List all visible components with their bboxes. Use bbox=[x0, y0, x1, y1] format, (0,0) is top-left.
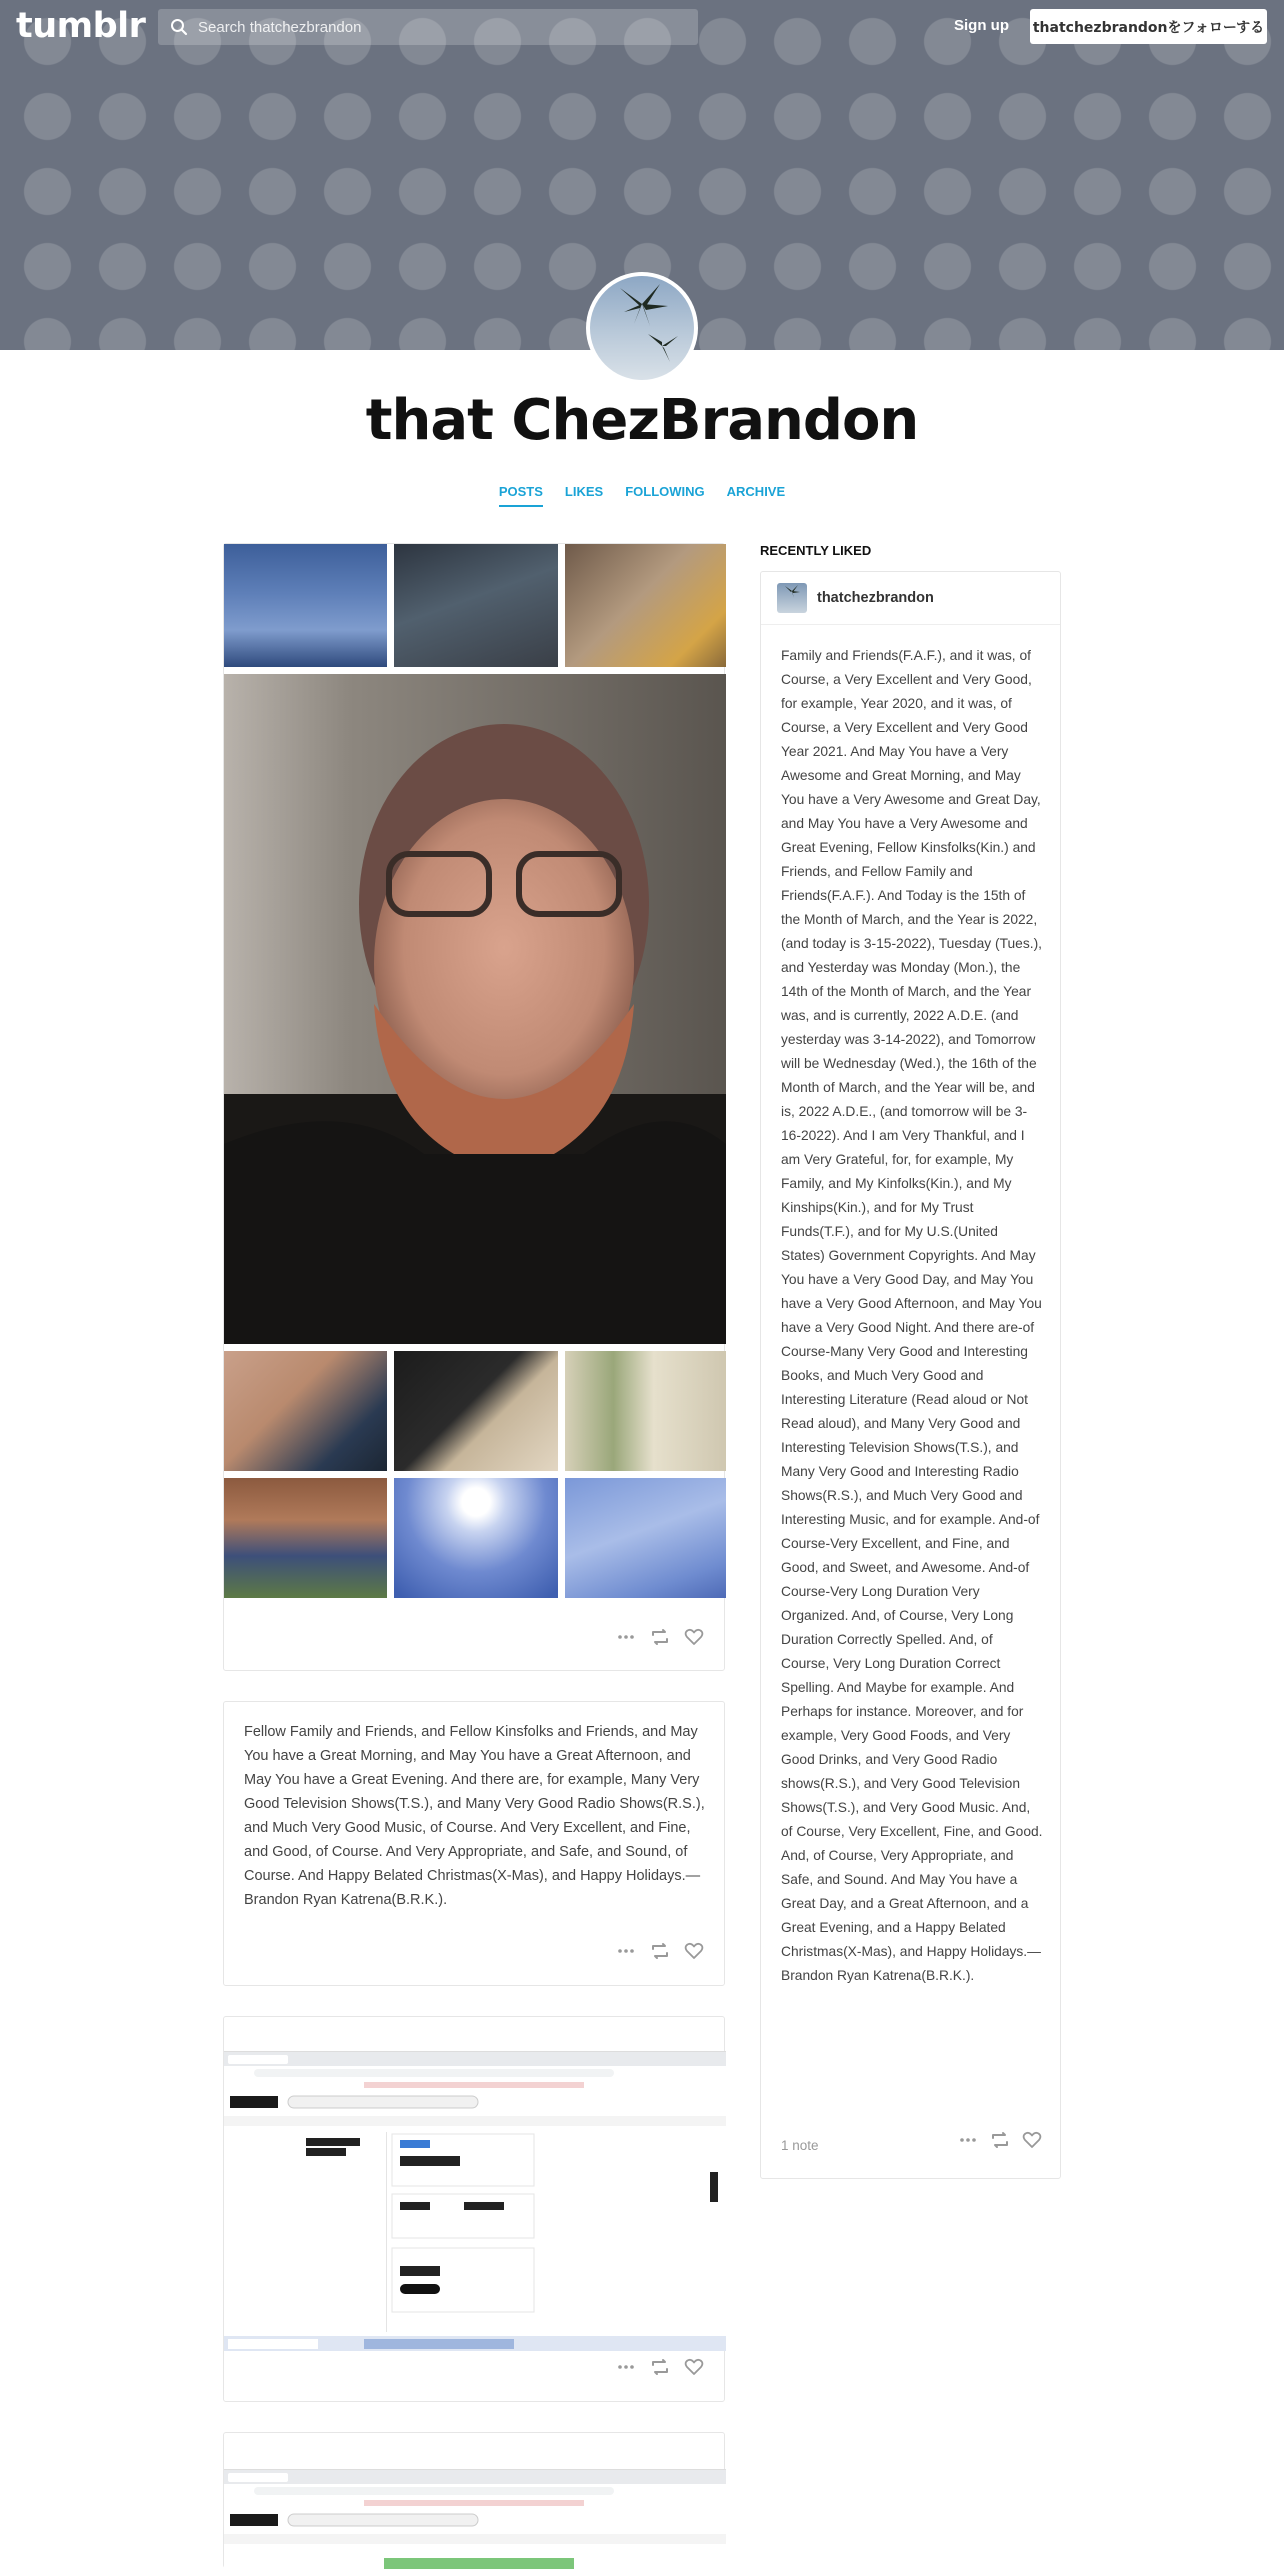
tab-following[interactable]: FOLLOWING bbox=[625, 484, 705, 499]
reblog-icon[interactable] bbox=[650, 1941, 670, 1961]
author-avatar[interactable] bbox=[777, 583, 807, 613]
author-username[interactable]: thatchezbrandon bbox=[817, 590, 934, 606]
liked-post-card bbox=[760, 571, 1061, 2179]
photo-restaurant[interactable] bbox=[394, 544, 558, 667]
like-heart-icon[interactable] bbox=[684, 1627, 704, 1647]
like-heart-icon[interactable] bbox=[684, 2357, 704, 2377]
photo-shoes[interactable] bbox=[394, 1351, 558, 1471]
photo-screenshot-kohls[interactable] bbox=[224, 2051, 726, 2351]
search-input[interactable] bbox=[198, 9, 688, 45]
post-actions bbox=[616, 1627, 704, 1647]
reblog-icon[interactable] bbox=[650, 2357, 670, 2377]
photo-framed-picture[interactable] bbox=[565, 1351, 726, 1471]
photoset-post bbox=[223, 543, 725, 1671]
notes-count[interactable]: 1 note bbox=[781, 2138, 819, 2153]
tab-likes[interactable]: LIKES bbox=[564, 484, 604, 499]
liked-post-author[interactable] bbox=[777, 583, 934, 613]
screenshot-post bbox=[223, 2432, 725, 2568]
photo-family-group[interactable] bbox=[224, 1478, 387, 1598]
blog-title: that ChezBrandon bbox=[365, 388, 919, 453]
top-bar bbox=[0, 0, 1284, 54]
photo-selfie-drink[interactable] bbox=[565, 544, 726, 667]
photo-contrails[interactable] bbox=[565, 1478, 726, 1598]
follow-button[interactable]: thatchezbrandonをフォローする bbox=[1030, 9, 1267, 44]
tumblr-logo[interactable]: tumblr bbox=[16, 6, 146, 46]
selfie-illustration bbox=[224, 674, 726, 1344]
reblog-icon[interactable] bbox=[650, 1627, 670, 1647]
text-post bbox=[223, 1701, 725, 1986]
palm-tree-icon bbox=[777, 583, 807, 613]
screenshot-illustration bbox=[224, 2052, 726, 2351]
divider bbox=[761, 624, 1060, 625]
reblog-icon[interactable] bbox=[990, 2130, 1010, 2150]
signup-link[interactable]: Sign up bbox=[954, 17, 1009, 34]
photo-sun-sky[interactable] bbox=[394, 1478, 558, 1598]
photo-waving-hand[interactable] bbox=[224, 1351, 387, 1471]
screenshot-post bbox=[223, 2016, 725, 2402]
search-icon bbox=[170, 18, 188, 36]
tab-archive[interactable]: ARCHIVE bbox=[726, 484, 786, 499]
like-heart-icon[interactable] bbox=[1022, 2130, 1042, 2150]
screenshot-illustration bbox=[224, 2470, 726, 2569]
post-actions bbox=[616, 2357, 704, 2377]
photo-screenshot-kohls-2[interactable] bbox=[224, 2469, 726, 2569]
post-actions bbox=[616, 1941, 704, 1961]
blog-avatar[interactable] bbox=[586, 272, 698, 384]
blog-nav bbox=[0, 484, 1284, 507]
photo-clouds[interactable] bbox=[224, 544, 387, 667]
post-actions bbox=[958, 2130, 1042, 2150]
avatar-image bbox=[590, 276, 694, 380]
recently-liked-heading: RECENTLY LIKED bbox=[760, 543, 872, 558]
text-post-body: Fellow Family and Friends, and Fellow Kinsfolks and Friends, and May You have a Great Morning, and May You have a Great Afternoon, and May You have a Great Evening. And there are, for example, Many Very Good Television Shows(T.S.), and Many Very Good Radio Shows(R.S.), and Much Very Good Music, of Course. And Very Excellent, and Fine, and Good, of Course. And Very Appropriate, and Safe, and Sound, of Course. And Happy Belated Christmas(X-Mas), and Happy Holidays.—Brandon Ryan Katrena(B.R.K.). bbox=[244, 1724, 705, 1908]
liked-post-body: Family and Friends(F.A.F.), and it was, of Course, a Very Excellent and Very Good, for example, Year 2020, and it was, of Course, a Very Excellent and Very Good Year 2021. And May You have a Very Awesome and Great Morning, and May You have a Very Awesome and Great Day, and May You have a Very Awesome and Great Evening, Fellow Kinsfolks(Kin.) and Friends, and Fellow Family and Friends(F.A.F.). And Today is the 15th of the Month of March, and the Year is 2022, (and today is 3-15-2022), Tuesday (Tues.), and Yesterday was Monday (Mon.), the 14th of the Month of March, and the Year was, and is currently, 2022 A.D.E. (and yesterday was 3-14-2022), and Tomorrow will be Wednesday (Wed.), the 16th of the Month of March, and the Year will be, and is, 2022 A.D.E., (and tomorrow will be 3-16-2022). And I am Very Thankful, and I am Very Grateful, for, for example, My Family, and My Kinfolks(Kin.), and My Kinships(Kin.), and for My Trust Funds(T.F.), and for My U.S.(United States) Government Copyrights. And May You have a Very Good Day, and May You have a Very Good Afternoon, and May You have a Very Good Night. And there are-of Course-Many Very Good and Interesting Books, and Much Very Good and Interesting Literature (Read aloud or Not Read aloud), and Many Very Good and Interesting Television Shows(T.S.), and Many Very Good and Interesting Radio Shows(R.S.), and Much Very Good and Interesting Music, and for example. And-of Course-Very Excellent, and Fine, and Good, and Sweet, and Awesome. And-of Course-Very Long Duration Very Organized. And, of Course, Very Long Duration Correctly Spelled. And, of Course, Very Long Duration Correct Spelling. And Maybe for example. And Perhaps for instance. Moreover, and for example, Very Good Foods, and Very Good Drinks, and Very Good Radio shows(R.S.), and Very Good Television Shows(T.S.), and Very Good Music. And, of Course, Very Excellent, Fine, and Good. And, of Course, Very Appropriate, and Safe, and Sound. And May You have a Great Day, and a Great Afternoon, and a Great Evening, and a Happy Belated Christmas(X-Mas), and Happy Holidays.—Brandon Ryan Katrena(B.R.K.). bbox=[781, 648, 1043, 1983]
palm-tree-image bbox=[590, 276, 694, 380]
more-options-icon[interactable] bbox=[616, 2357, 636, 2377]
photo-selfie-large[interactable] bbox=[224, 674, 726, 1344]
more-options-icon[interactable] bbox=[616, 1627, 636, 1647]
like-heart-icon[interactable] bbox=[684, 1941, 704, 1961]
more-options-icon[interactable] bbox=[616, 1941, 636, 1961]
tab-posts[interactable]: POSTS bbox=[499, 484, 543, 507]
more-options-icon[interactable] bbox=[958, 2130, 978, 2150]
search-box[interactable] bbox=[158, 9, 698, 45]
